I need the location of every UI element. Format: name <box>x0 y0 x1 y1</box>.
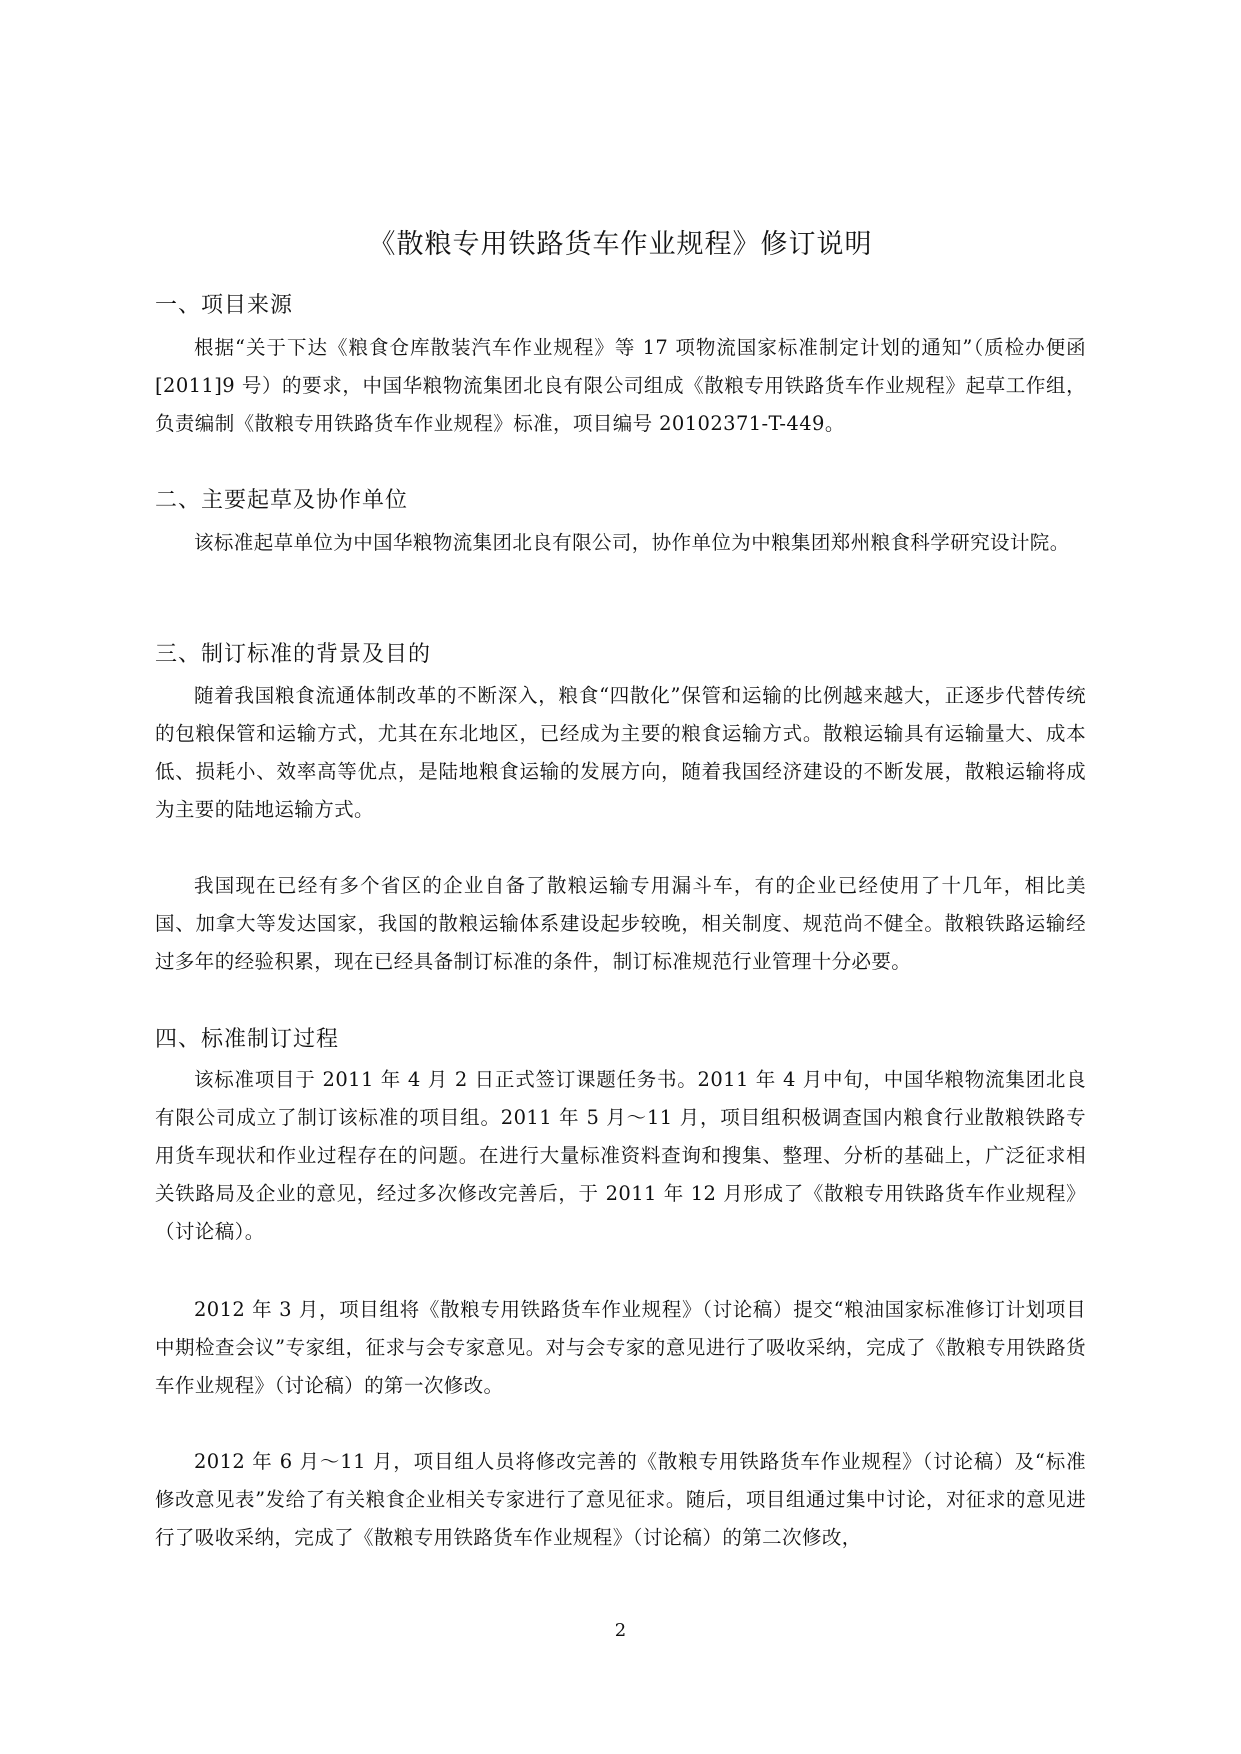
section-4-paragraph-3: 2012 年 6 月～11 月，项目组人员将修改完善的《散粮专用铁路货车作业规程》（讨论稿）及“标准修改意见表”发给了有关粮食企业相关专家进行了意见征求。随后，项目组通过集中讨论，对征求的意见进行了吸收采纳，完成了《散粮专用铁路货车作业规程》（讨论稿）的第二次修改， <box>155 1450 1086 1549</box>
section-3-paragraph-2: 我国现在已经有多个省区的企业自备了散粮运输专用漏斗车，有的企业已经使用了十几年，相比美国、加拿大等发达国家，我国的散粮运输体系建设起步较晚，相关制度、规范尚不健全。散粮铁路运输经过多年的经验积累，现在已经具备制订标准的条件，制订标准规范行业管理十分必要。 <box>155 874 1086 973</box>
section-1-paragraph-1: 根据“关于下达《粮食仓库散装汽车作业规程》等 17 项物流国家标准制定计划的通知”（质检办便函[2011]9 号）的要求，中国华粮物流集团北良有限公司组成《散粮专用铁路货车作业规程》起草工作组，负责编制《散粮专用铁路货车作业规程》标准，项目编号 20102371-T-449。 <box>155 336 1086 435</box>
section-2-paragraph-1: 该标准起草单位为中国华粮物流集团北良有限公司，协作单位为中粮集团郑州粮食科学研究设计院。 <box>194 531 1070 554</box>
section-heading-2: 二、主要起草及协作单位 <box>155 488 409 513</box>
section-heading-4: 四、标准制订过程 <box>155 1027 340 1052</box>
section-heading-1: 一、项目来源 <box>155 293 294 318</box>
section-heading-3: 三、制订标准的背景及目的 <box>155 642 432 667</box>
document-title: 《散粮专用铁路货车作业规程》修订说明 <box>368 229 873 260</box>
section-3-paragraph-1: 随着我国粮食流通体制改革的不断深入，粮食“四散化”保管和运输的比例越来越大，正逐步代替传统的包粮保管和运输方式，尤其在东北地区，已经成为主要的粮食运输方式。散粮运输具有运输量大、成本低、损耗小、效率高等优点，是陆地粮食运输的发展方向，随着我国经济建设的不断发展，散粮运输将成为主要的陆地运输方式。 <box>155 684 1086 821</box>
section-4-paragraph-1: 该标准项目于 2011 年 4 月 2 日正式签订课题任务书。2011 年 4 月中旬，中国华粮物流集团北良有限公司成立了制订该标准的项目组。2011 年 5 月～11 月，项目组积极调查国内粮食行业散粮铁路专用货车现状和作业过程存在的问题。在进行大量标准资料查询和搜集、整理、分析的基础上，广泛征求相关铁路局及企业的意见，经过多次修改完善后，于 2011 年 12 月形成了《散粮专用铁路货车作业规程》（讨论稿）。 <box>155 1068 1086 1243</box>
page-number: 2 <box>614 1620 627 1641</box>
section-4-paragraph-2: 2012 年 3 月，项目组将《散粮专用铁路货车作业规程》（讨论稿）提交“粮油国家标准修订计划项目中期检查会议”专家组，征求与会专家意见。对与会专家的意见进行了吸收采纳，完成了《散粮专用铁路货车作业规程》（讨论稿）的第一次修改。 <box>155 1298 1086 1397</box>
